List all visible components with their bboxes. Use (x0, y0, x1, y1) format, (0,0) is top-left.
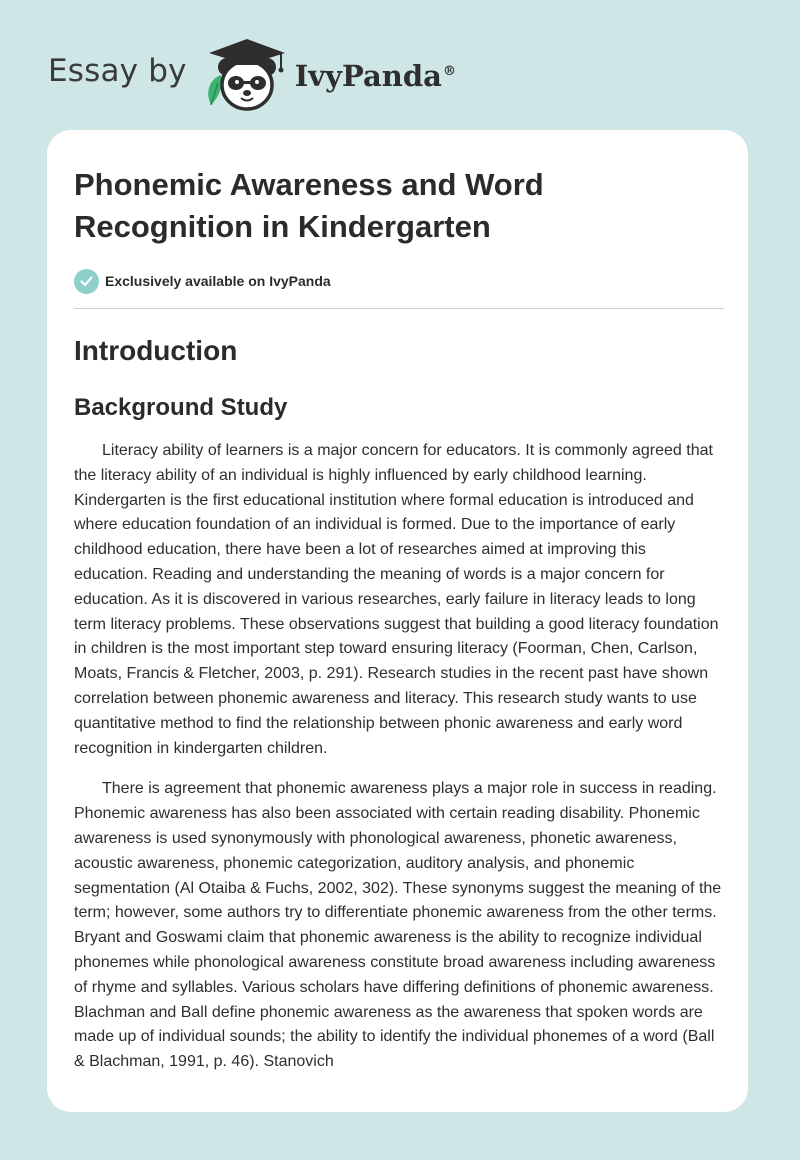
divider (74, 308, 724, 309)
essay-content (74, 164, 724, 1075)
check-icon (74, 269, 99, 294)
exclusive-badge (74, 268, 724, 294)
brand-header[interactable] (48, 34, 456, 114)
brand-name: IvyPanda® (294, 59, 456, 93)
registered-mark: ® (442, 64, 456, 80)
paragraph: Literacy ability of learners is a major concern for educators. It is commonly agreed that the literacy ability of an individual is highly influenced by early childhood learning. Kindergarten is the first educational institution where formal education is introduced and where education foundation of an individual is formed. Due to the importance of early childhood education, there have been a lot of researches aimed at improving this education. Reading and understanding the meaning of words is a major concern for education. As it is discovered in various researches, early failure in literacy leads to long term literacy problems. These observations suggest that building a good literacy foundation in children is the most important step toward ensuring literacy (Foorman, Chen, Carlson, Moats, Francis & Fletcher, 2003, p. 291). Research studies in the recent past have shown correlation between phonemic awareness and literacy. This research study wants to use quantitative method to find the relationship between phonic awareness and early word recognition in kindergarten children. (74, 442, 719, 757)
page-title: Phonemic Awareness and Word Recognition in Kindergarten (74, 167, 544, 244)
subsection-heading: Background Study (74, 394, 288, 421)
exclusive-label: Exclusively available on IvyPanda (105, 273, 331, 289)
paragraph: There is agreement that phonemic awareness plays a major role in success in reading. Phonemic awareness has also been associated with certain reading disability. Phonemic awareness is used synonymously with phonological awareness, phonetic awareness, acoustic awareness, phonemic categorization, auditory analysis, and phonemic segmentation (Al Otaiba & Fuchs, 2002, 302). These synonyms suggest the meaning of the term; however, some authors try to differentiate phonemic awareness from the other terms. Bryant and Goswami claim that phonemic awareness is the ability to recognize individual phonemes while phonological awareness constitute broad awareness including awareness of rhyme and syllables. Various scholars have differing definitions of phonemic awareness. Blachman and Ball define phonemic awareness as the awareness that spoken words are made up of individual sounds; the ability to identify the individual phonemes of a word (Ball & Blachman, 1991, p. 46). Stanovich (74, 780, 722, 1071)
brand-prefix: Essay by (48, 53, 187, 89)
essay-card (47, 130, 748, 1112)
panda-logo-icon (201, 35, 293, 113)
section-heading: Introduction (74, 335, 238, 366)
